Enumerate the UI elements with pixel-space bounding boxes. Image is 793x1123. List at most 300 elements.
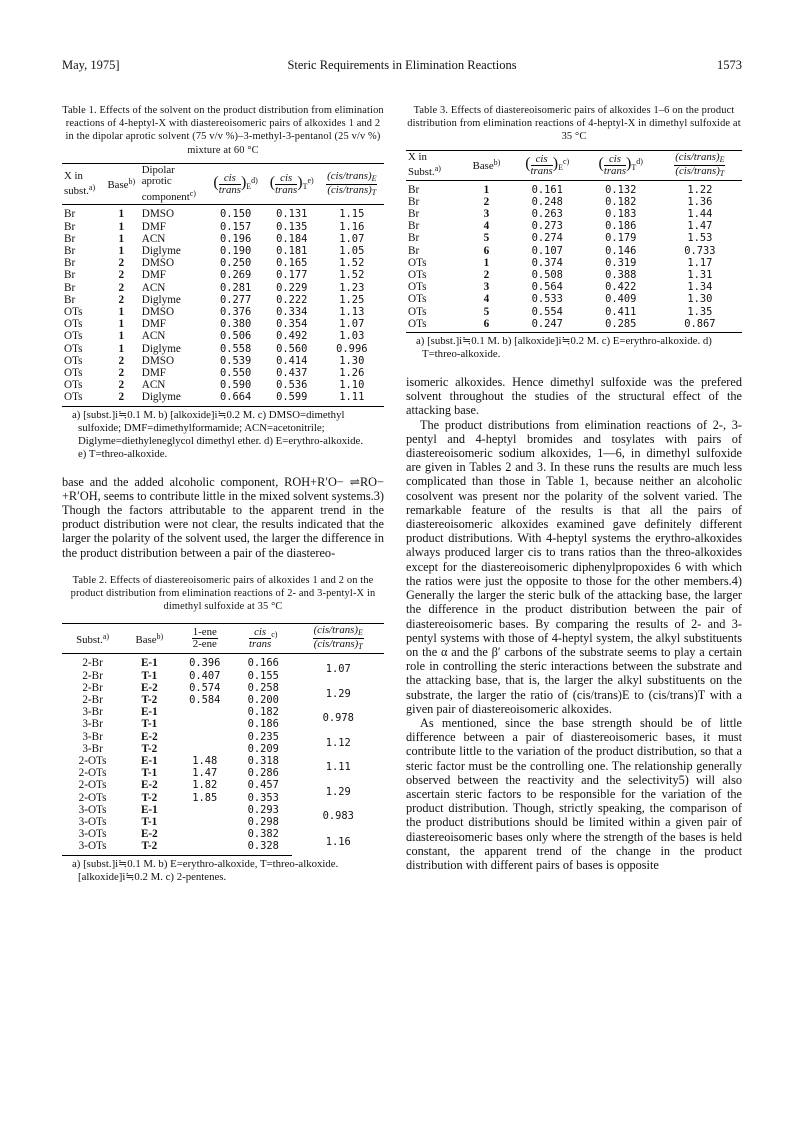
table1-cell: 0.664 xyxy=(207,391,263,406)
table1-row xyxy=(62,306,384,318)
table1-cell: 1.07 xyxy=(339,232,365,245)
right-column xyxy=(406,104,742,872)
table3-cell: 0.146 xyxy=(605,244,637,257)
table1-cell: 0.414 xyxy=(276,354,308,367)
table1-header-solvent: Dipolar aprotic component$^{c)}$ xyxy=(140,163,208,205)
table2-row xyxy=(62,779,384,791)
table2-cell: E-2 xyxy=(140,730,158,743)
table3-cell: OTs xyxy=(408,256,427,269)
table2-row xyxy=(62,755,384,767)
table1-cell: 0.599 xyxy=(264,391,320,406)
table1-header-threo: ( $\frac{\text{cis}}{\text{trans}}$ )$_T^{e)}$ xyxy=(264,163,320,205)
table1-cell: ACN xyxy=(141,232,166,245)
table2-cell: 2-Br xyxy=(82,681,103,694)
table1-cell: 1.11 xyxy=(320,391,384,406)
table3-cell: 1 xyxy=(483,183,490,196)
table1-cell: OTs xyxy=(64,330,83,343)
table1-cell: 1 xyxy=(118,232,125,245)
table3-cell: 1.35 xyxy=(687,305,713,318)
table2-row xyxy=(62,731,384,743)
table3-cell: 2 xyxy=(483,195,490,208)
table2-row xyxy=(62,804,384,816)
table3-cell: 1.34 xyxy=(687,281,713,294)
table2-cell xyxy=(176,816,234,828)
table3-cell: OTs xyxy=(408,293,427,306)
table3-header-threo: ( $\frac{\text{cis}}{\text{trans}}$ )$_T^{d)}$ xyxy=(584,150,658,180)
table3-cell: 0.388 xyxy=(605,269,637,282)
table2-cell xyxy=(176,706,234,718)
table3-row xyxy=(406,208,742,220)
table2-cell: 0.235 xyxy=(247,730,279,743)
right-paragraph-3: As mentioned, since the base strength should be of little difference between a pair of diastereoisomeric bases, it must contribute little to the variation of the product distribution, so that a steric factor must be the controlling one. The relationship generally observed between the reactivity and the selectivity5) will also ascertain steric factors to be responsible for the variation of the product distribution. Though, strictly speaking, the comparison of the product distributions should be limited within a given pair of diastereoisomeric bases only where the strength of the bases is held constant, the apparent trend of the change in the product distribution with different pairs of bases is opposite xyxy=(406,715,742,872)
table1-cell: 2 xyxy=(118,269,125,282)
table2-cell xyxy=(176,828,234,840)
table2-cell: 0.983 xyxy=(322,809,354,822)
table3-cell: 0.274 xyxy=(531,232,563,245)
table1-row xyxy=(62,318,384,330)
table1-cell: DMF xyxy=(141,366,166,379)
table2-cell: 3-Br xyxy=(82,706,103,719)
table1-cell: 1.16 xyxy=(339,220,365,233)
table1-cell: 1.03 xyxy=(339,330,365,343)
table1-cell: DMF xyxy=(141,318,166,331)
table2-cell: 0.186 xyxy=(247,718,279,731)
table1-row xyxy=(62,379,384,391)
table3-cell: 0.182 xyxy=(605,195,637,208)
table3-cell: 1 xyxy=(483,256,490,269)
table1-cell: 1 xyxy=(118,244,125,257)
table1-cell: ACN xyxy=(141,379,166,392)
table3-cell: Br xyxy=(408,220,420,233)
table1-row xyxy=(62,343,384,355)
table3-cell: Br xyxy=(408,195,420,208)
table1-cell: Diglyme xyxy=(141,293,181,306)
table2-cell xyxy=(176,743,234,755)
table3-cell: 0.247 xyxy=(511,318,584,333)
table2-cell: E-1 xyxy=(140,803,158,816)
table2-body xyxy=(62,654,384,855)
table2-cell: 1.29 xyxy=(325,687,351,700)
table1-cell: OTs xyxy=(64,318,83,331)
table1-cell: Br xyxy=(64,269,76,282)
table3-cell: OTs xyxy=(408,269,427,282)
table1-cell: 2 xyxy=(118,379,125,392)
table3-body xyxy=(406,180,742,332)
table2-footnote: a) [subst.]i≒0.1 M. b) E=erythro-alkoxide, T=threo-alkoxide. [alkoxide]i≒0.2 M. c) 2-pentenes. xyxy=(72,857,339,883)
table3-cell: 1.44 xyxy=(687,208,713,221)
table2-cell: 2-Br xyxy=(82,657,103,670)
table2-cell: T-2 xyxy=(141,791,158,804)
table1-cell: Br xyxy=(64,232,76,245)
table3-header-x: X in Subst.$^{a)}$ xyxy=(406,150,462,180)
table1-cell: 0.177 xyxy=(276,269,308,282)
table2-cell: 1.29 xyxy=(325,785,351,798)
table2-cell: 0.209 xyxy=(247,742,279,755)
table1-cell: 1 xyxy=(118,220,125,233)
table3-row xyxy=(406,306,742,318)
table3-cell: 0.374 xyxy=(531,256,563,269)
table1-cell: 0.222 xyxy=(276,293,308,306)
table3-cell: 5 xyxy=(483,305,490,318)
table2-header-base: Base$^{b)}$ xyxy=(123,624,175,654)
table1-cell: 1.25 xyxy=(339,293,365,306)
table2-cell: 0.182 xyxy=(247,706,279,719)
table1-header-base: Base$^{b)}$ xyxy=(103,163,140,205)
table3-row xyxy=(406,269,742,281)
table1-cell: 2 xyxy=(118,366,125,379)
table3-cell: 3 xyxy=(483,281,490,294)
table2-cell: 0.457 xyxy=(247,779,279,792)
table2-cell: E-1 xyxy=(140,706,158,719)
table1-cell: DMSO xyxy=(141,208,175,221)
table1-cell: 0.550 xyxy=(220,366,252,379)
table3-row xyxy=(406,232,742,244)
table1-cell: 0.150 xyxy=(220,208,252,221)
table3-row xyxy=(406,196,742,208)
table1-cell: 1.13 xyxy=(339,305,365,318)
table3-cell: 0.533 xyxy=(531,293,563,306)
table1-cell: 0.135 xyxy=(276,220,308,233)
table3-cell: 4 xyxy=(483,293,490,306)
table1-row xyxy=(62,245,384,257)
table3-cell: 5 xyxy=(483,232,490,245)
table1-cell: 0.560 xyxy=(276,342,308,355)
table2-cell: 3-OTs xyxy=(78,828,107,841)
table2-cell: 3-OTs xyxy=(78,816,107,829)
table1-cell: 0.437 xyxy=(276,366,308,379)
table1-cell: 0.334 xyxy=(276,305,308,318)
table2-cell: 0.353 xyxy=(247,791,279,804)
table1-cell: 1 xyxy=(118,208,125,221)
table2-row xyxy=(62,706,384,718)
table2-cell: 2-OTs xyxy=(78,791,107,804)
table2-cell: 0.286 xyxy=(247,767,279,780)
table2-cell: 0.258 xyxy=(247,681,279,694)
table1-cell: 0.492 xyxy=(276,330,308,343)
table1-cell: 1 xyxy=(118,330,125,343)
table2-cell: 1.85 xyxy=(192,791,218,804)
table3-cell: 0.273 xyxy=(531,220,563,233)
table1-cell: 0.354 xyxy=(276,318,308,331)
table1-cell: DMSO xyxy=(141,354,175,367)
table1-cell: OTs xyxy=(64,379,83,392)
table1-row xyxy=(62,269,384,281)
table2-cell: 3-Br xyxy=(82,730,103,743)
right-paragraph-2: The product distributions from elimination reactions of 2-, 3-pentyl and 4-heptyl bromides and tosylates with pairs of diastereoisomeric sodium alkoxides, 1—6, in dimethyl sulfoxide are given in Tables 2 and 3. In these runs the results are much less complicated than those in Table 1, because neither an alcoholic cosolvent was present nor the polarity of the solvent varied. The remarkable feature of the results is that all the pairs of diastereoisomeric alkoxides examined gave definitely different product distributions. With 4-heptyl systems the erythro-alkoxides always produced larger cis to trans ratios than the threo-alkoxides except for the diastereoisomeric diphenylpropoxides 6 with which the ratios were just the opposite to those for the other members.4) Generally the larger the steric bulk of the attacking base, the larger the difference in the product distribution between the pair of diastereoisomeric bases. By comparing the results of 2- and 3-pentyl systems with those of 4-heptyl system, the alkyl substituents on the α and the β′ carbons of the substrate seems to play a certain role in controlling the steric interactions between the substrate and the attacking base, that is, the larger the alkyl substituents on the substrate, the larger the ratio of (cis/trans)E to (cis/trans)T with a given pair of diastereoisomeric alkoxides. xyxy=(406,417,742,716)
table1-cell: OTs xyxy=(64,305,83,318)
table3-row xyxy=(406,281,742,293)
table2-cell: T-1 xyxy=(141,669,158,682)
table1-cell: 0.269 xyxy=(220,269,252,282)
table3-cell: 0.319 xyxy=(605,256,637,269)
table3-footnote: a) [subst.]i≒0.1 M. b) [alkoxide]i≒0.2 M. c) E=erythro-alkoxide. d) T=threo-alkoxide. xyxy=(416,335,712,361)
table3-cell: 0.508 xyxy=(531,269,563,282)
table2-cell: 0.318 xyxy=(247,755,279,768)
table3-caption: Table 3. Effects of diastereoisomeric pairs of alkoxides 1–6 on the product distribution from elimination reactions of 4-heptyl-X in dimethyl sulfoxide at 35 °C xyxy=(407,105,741,143)
table1-cell: OTs xyxy=(62,391,103,406)
running-header xyxy=(62,58,742,74)
table3-cell: 0.183 xyxy=(605,208,637,221)
table2-cell: T-1 xyxy=(141,816,158,829)
header-title: Steric Requirements in Elimination Reactions xyxy=(287,58,517,72)
left-column xyxy=(62,104,384,884)
table3-row xyxy=(406,293,742,305)
table1-cell: 0.190 xyxy=(220,244,252,257)
table1-cell: 0.558 xyxy=(220,342,252,355)
table3-cell: 0.179 xyxy=(605,232,637,245)
table2-cell xyxy=(176,718,234,730)
table1-cell: ACN xyxy=(141,281,166,294)
table3-row xyxy=(406,180,742,196)
right-paragraph-1: isomeric alkoxides. Hence dimethyl sulfoxide was the prefered solvent throughout the studies of the structural effect of the attacking base. xyxy=(406,375,742,418)
table2-cell: 0.166 xyxy=(247,657,279,670)
table3-cell: Br xyxy=(408,232,420,245)
table2-cell: T-2 xyxy=(141,694,158,706)
table1-cell: 1.52 xyxy=(339,269,365,282)
table1-cell: 0.131 xyxy=(276,208,308,221)
table2-header-ene: $\frac{\text{1-ene}}{\text{2-ene}}$ xyxy=(176,624,234,654)
table2-header-cistrans: $\frac{\text{cis}}{\text{trans}}$ $^{c)}$ xyxy=(234,624,292,654)
table1-cell: 2 xyxy=(118,281,125,294)
table2-cell: 0.584 xyxy=(189,694,221,706)
table1-cell: 1.15 xyxy=(339,208,365,221)
table1-cell: 0.536 xyxy=(276,379,308,392)
table1-cell: 0.184 xyxy=(276,232,308,245)
table1-cell: Diglyme xyxy=(140,391,208,406)
table3-cell: 0.564 xyxy=(531,281,563,294)
page-number: 1573 xyxy=(717,58,742,72)
table1-cell: Br xyxy=(64,257,76,270)
table2-cell: 0.407 xyxy=(189,669,221,682)
table1-cell: 2 xyxy=(118,293,125,306)
table1-cell: Br xyxy=(64,281,76,294)
table1-cell: 2 xyxy=(103,391,140,406)
table2-cell: 0.382 xyxy=(247,828,279,841)
table2-cell: 2-OTs xyxy=(78,755,107,768)
table2-cell: 2-Br xyxy=(82,669,103,682)
table1-cell: 1.52 xyxy=(339,257,365,270)
table1-cell: 0.590 xyxy=(220,379,252,392)
table3-cell: 0.411 xyxy=(605,305,637,318)
table1-cell: 0.165 xyxy=(276,257,308,270)
table1-body xyxy=(62,205,384,406)
table1-caption: Table 1. Effects of the solvent on the product distribution from elimination reactions of 4-heptyl-X with diastereoisomeric pairs of alkoxides 1 and 2 in the dipolar aprotic solvent (75 v/v %)–3-methyl-3-pentanol (25 v/v %) mixture at 60 °C xyxy=(62,105,384,156)
table2-cell: 0.155 xyxy=(247,669,279,682)
table2-cell: 0.298 xyxy=(247,816,279,829)
table1-cell: 0.157 xyxy=(220,220,252,233)
table2-cell: 3-Br xyxy=(82,742,103,755)
table2-cell: 0.396 xyxy=(189,657,221,670)
table3-row xyxy=(406,245,742,257)
table3-cell: 3 xyxy=(483,208,490,221)
table1-header-ratio: $\frac{(cis/trans)_E}{(cis/trans)_T}$ xyxy=(320,163,384,205)
table1-cell: DMSO xyxy=(141,305,175,318)
table2-cell xyxy=(176,804,234,816)
table3-cell: 0.867 xyxy=(658,318,742,333)
table3-cell: 1.47 xyxy=(687,220,713,233)
table2-cell: E-1 xyxy=(140,755,158,768)
table3-cell: 6 xyxy=(462,318,510,333)
table3-cell: OTs xyxy=(406,318,462,333)
table3-cell: 2 xyxy=(483,269,490,282)
table1-cell: Br xyxy=(64,293,76,306)
table3-row xyxy=(406,220,742,232)
table3-row xyxy=(406,257,742,269)
table1-row xyxy=(62,294,384,306)
table3-cell: 0.409 xyxy=(605,293,637,306)
table3-cell: 1.36 xyxy=(687,195,713,208)
table2-cell: T-2 xyxy=(123,840,175,855)
table2-cell: 3-OTs xyxy=(62,840,123,855)
table1-cell: 0.250 xyxy=(220,257,252,270)
table2-cell: E-1 xyxy=(140,657,158,670)
table1-row xyxy=(62,391,384,406)
table3-cell: 1.22 xyxy=(687,183,713,196)
table2-row xyxy=(62,654,384,670)
table2-cell: 1.11 xyxy=(325,761,351,774)
table2-cell: 1.48 xyxy=(192,755,218,768)
table2-caption: Table 2. Effects of diastereoisomeric pairs of alkoxides 1 and 2 on the product distribution from elimination reactions of 2- and 3-pentyl-X in dimethyl sulfoxide at 35 °C xyxy=(70,574,376,613)
table2-cell: E-2 xyxy=(140,681,158,694)
table2-header-subst: Subst.$^{a)}$ xyxy=(62,624,123,654)
table2-cell: 2-Br xyxy=(82,694,103,706)
table1-cell: 2 xyxy=(118,354,125,367)
table3-cell: 0.186 xyxy=(605,220,637,233)
table1-cell: 1.07 xyxy=(339,318,365,331)
table1-cell: 1 xyxy=(118,305,125,318)
table2-cell: 3-OTs xyxy=(78,803,107,816)
table3-header-ratio: $\frac{(cis/trans)_E}{(cis/trans)_T}$ xyxy=(658,150,742,180)
table1-cell: 1 xyxy=(118,342,125,355)
table2-cell xyxy=(176,840,234,855)
table1-row xyxy=(62,355,384,367)
table1-cell: DMF xyxy=(141,220,166,233)
table1-cell: ACN xyxy=(141,330,166,343)
table2-cell: 1.12 xyxy=(325,736,351,749)
table1-cell: 0.380 xyxy=(220,318,252,331)
table2-cell: T-1 xyxy=(141,767,158,780)
table3-cell: Br xyxy=(408,208,420,221)
table1-cell: DMF xyxy=(141,269,166,282)
table2-cell: 0.328 xyxy=(234,840,292,855)
table2-cell: 0.978 xyxy=(322,712,354,725)
table3-cell: Br xyxy=(408,183,420,196)
table3-cell: OTs xyxy=(408,305,427,318)
table2-cell: E-2 xyxy=(140,828,158,841)
table1-cell: 0.229 xyxy=(276,281,308,294)
table2-row xyxy=(62,828,384,840)
table1-cell: 1.23 xyxy=(339,281,365,294)
table1-cell: 0.539 xyxy=(220,354,252,367)
table1-cell: Br xyxy=(64,220,76,233)
table1-row xyxy=(62,233,384,245)
table1-cell: 0.506 xyxy=(220,330,252,343)
table3-cell: 0.554 xyxy=(531,305,563,318)
table1-header-x: X in subst.$^{a)}$ xyxy=(62,163,103,205)
table1-footnote: a) [subst.]i≒0.1 M. b) [alkoxide]i≒0.2 M. c) DMSO=dimethyl sulfoxide; DMF=dimethylformamide; ACN=acetonitrile; Diglyme=diethyleneglycol dimethyl ether. d) E=erythro-alkoxide. e) T=threo-alkoxide. xyxy=(72,408,364,460)
table1-row xyxy=(62,257,384,269)
table1-cell: OTs xyxy=(64,342,83,355)
table1-cell: DMSO xyxy=(141,257,175,270)
table1-cell: 0.376 xyxy=(220,305,252,318)
table1-cell: 1 xyxy=(118,318,125,331)
table3-cell: OTs xyxy=(408,281,427,294)
table3 xyxy=(406,150,742,333)
table1-cell: 1.05 xyxy=(339,244,365,257)
table2-row xyxy=(62,682,384,694)
table1-cell: Diglyme xyxy=(141,342,181,355)
table2-cell: 0.200 xyxy=(247,694,279,706)
left-paragraph: base and the added alcoholic component, ROH+R′O− ⇌RO−+R′OH, seems to contribute little in the mixed solvent systems.3) Though the factors attributable to the apparent trend in the product distribution were not clear, the results indicated that the larger the polarity of the solvent used, the larger the difference in the product distribution between a pair of the diastereo- xyxy=(62,474,384,560)
table1-row xyxy=(62,205,384,221)
table2-cell: 0.293 xyxy=(247,803,279,816)
table1-row xyxy=(62,330,384,342)
table2 xyxy=(62,623,384,855)
table1-cell: Br xyxy=(64,208,76,221)
table3-cell: Br xyxy=(408,244,420,257)
table3-row xyxy=(406,318,742,333)
table3-cell: 4 xyxy=(483,220,490,233)
table1-cell: 2 xyxy=(118,257,125,270)
table3-header-base: Base$^{b)}$ xyxy=(462,150,510,180)
table1-header-erythro: ( $\frac{\text{cis}}{\text{trans}}$ )$_E^{d)}$ xyxy=(207,163,263,205)
table1-cell: 1.10 xyxy=(339,379,365,392)
table1-cell: Diglyme xyxy=(141,244,181,257)
table3-cell: 1.30 xyxy=(687,293,713,306)
table2-cell: 1.47 xyxy=(192,767,218,780)
table3-cell: 0.285 xyxy=(584,318,658,333)
table1-row xyxy=(62,221,384,233)
table3-cell: 0.263 xyxy=(531,208,563,221)
table2-cell: T-2 xyxy=(141,742,158,755)
table3-cell: 1.31 xyxy=(687,269,713,282)
table2-cell: 2-OTs xyxy=(78,767,107,780)
table2-cell: 3-Br xyxy=(82,718,103,731)
table1-cell: OTs xyxy=(64,354,83,367)
table3-cell: 0.132 xyxy=(605,183,637,196)
header-date: May, 1975] xyxy=(62,58,120,72)
table2-cell: T-1 xyxy=(141,718,158,731)
table2-cell: 1.07 xyxy=(325,663,351,676)
table3-cell: 6 xyxy=(483,244,490,257)
table1-cell: 1.26 xyxy=(339,366,365,379)
table3-cell: 1.17 xyxy=(687,256,713,269)
table1-cell: 1.30 xyxy=(339,354,365,367)
table2-cell: 2-OTs xyxy=(78,779,107,792)
table3-header-erythro: ( $\frac{\text{cis}}{\text{trans}}$ )$_E^{c)}$ xyxy=(511,150,584,180)
table1-cell: OTs xyxy=(64,366,83,379)
table3-cell: 0.248 xyxy=(531,195,563,208)
table1-row xyxy=(62,367,384,379)
table2-cell: 0.574 xyxy=(189,681,221,694)
table1-cell: 0.281 xyxy=(220,281,252,294)
table2-cell: 1.16 xyxy=(325,835,351,848)
table3-cell: 0.422 xyxy=(605,281,637,294)
table2-header-ratio: $\frac{(cis/trans)_E}{(cis/trans)_T}$ xyxy=(292,624,384,654)
table3-cell: 0.161 xyxy=(531,183,563,196)
table2-cell: E-2 xyxy=(140,779,158,792)
table1-row xyxy=(62,282,384,294)
table1-cell: 0.996 xyxy=(336,342,368,355)
table1 xyxy=(62,163,384,407)
table3-cell: 1.53 xyxy=(687,232,713,245)
table3-cell: 0.107 xyxy=(531,244,563,257)
table1-cell: 0.181 xyxy=(276,244,308,257)
table3-cell: 0.733 xyxy=(684,244,716,257)
table2-cell xyxy=(176,731,234,743)
table1-cell: 0.196 xyxy=(220,232,252,245)
table2-cell: 1.82 xyxy=(192,779,218,792)
